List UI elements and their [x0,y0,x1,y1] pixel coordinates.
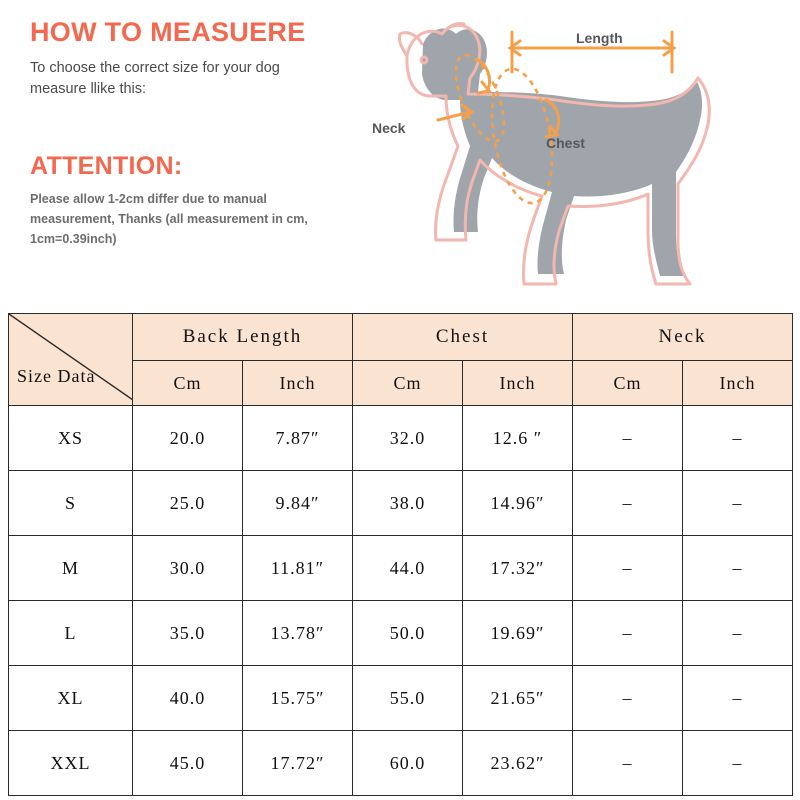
unit-chest-inch: Inch [463,361,573,406]
row-neck-cm: – [573,601,683,666]
row-neck-cm: – [573,731,683,796]
row-size: M [9,536,133,601]
dog-measurement-diagram [360,8,790,308]
instructions-area [0,0,800,310]
group-header-neck: Neck [573,314,793,361]
row-size: XL [9,666,133,731]
size-table-wrapper [8,313,792,796]
row-chest-cm: 50.0 [353,601,463,666]
row-chest-cm: 60.0 [353,731,463,796]
row-back-inch: 15.75″ [243,666,353,731]
row-chest-inch: 23.62″ [463,731,573,796]
row-chest-inch: 12.6 ″ [463,406,573,471]
diagonal-divider-icon [9,314,132,405]
table-row [9,406,793,471]
row-chest-cm: 55.0 [353,666,463,731]
row-back-inch: 7.87″ [243,406,353,471]
row-chest-cm: 32.0 [353,406,463,471]
size-data-label: Size Data [17,366,96,386]
how-to-measure-subtitle: To choose the correct size for your dog measure llike this: [30,59,280,97]
row-back-inch: 9.84″ [243,471,353,536]
row-neck-inch: – [683,536,793,601]
table-row [9,731,793,796]
row-chest-cm: 44.0 [353,536,463,601]
unit-back-inch: Inch [243,361,353,406]
size-data-corner-cell [9,314,133,406]
row-neck-cm: – [573,536,683,601]
row-neck-inch: – [683,406,793,471]
row-back-inch: 13.78″ [243,601,353,666]
row-neck-inch: – [683,601,793,666]
row-size: XS [9,406,133,471]
row-chest-inch: 19.69″ [463,601,573,666]
size-table [8,313,793,796]
neck-label: Neck [372,120,406,136]
row-size: L [9,601,133,666]
how-to-measure-title: HOW TO MEASUERE [30,17,306,47]
unit-neck-cm: Cm [573,361,683,406]
attention-note: Please allow 1-2cm differ due to manual measurement, Thanks (all measurement in cm, 1cm=0.39inch) [30,191,308,246]
row-neck-inch: – [683,471,793,536]
row-back-inch: 17.72″ [243,731,353,796]
unit-chest-cm: Cm [353,361,463,406]
attention-title: ATTENTION: [30,151,183,180]
table-row [9,666,793,731]
row-chest-cm: 38.0 [353,471,463,536]
row-size: S [9,471,133,536]
row-back-cm: 35.0 [133,601,243,666]
row-back-cm: 30.0 [133,536,243,601]
row-back-cm: 40.0 [133,666,243,731]
row-neck-inch: – [683,731,793,796]
row-neck-cm: – [573,471,683,536]
size-table-body [9,406,793,796]
unit-back-cm: Cm [133,361,243,406]
row-chest-inch: 21.65″ [463,666,573,731]
unit-neck-inch: Inch [683,361,793,406]
row-neck-cm: – [573,666,683,731]
row-back-inch: 11.81″ [243,536,353,601]
row-back-cm: 25.0 [133,471,243,536]
row-back-cm: 20.0 [133,406,243,471]
row-back-cm: 45.0 [133,731,243,796]
chest-label: Chest [546,135,585,151]
dog-illustration [360,8,790,308]
table-row [9,471,793,536]
row-size: XXL [9,731,133,796]
size-table-head [9,314,793,406]
row-chest-inch: 17.32″ [463,536,573,601]
group-header-back-length: Back Length [133,314,353,361]
row-chest-inch: 14.96″ [463,471,573,536]
table-row [9,601,793,666]
group-header-chest: Chest [353,314,573,361]
length-label: Length [576,30,623,46]
table-group-header-row [9,314,793,361]
row-neck-inch: – [683,666,793,731]
instructions-text-block [30,18,370,249]
row-neck-cm: – [573,406,683,471]
table-row [9,536,793,601]
